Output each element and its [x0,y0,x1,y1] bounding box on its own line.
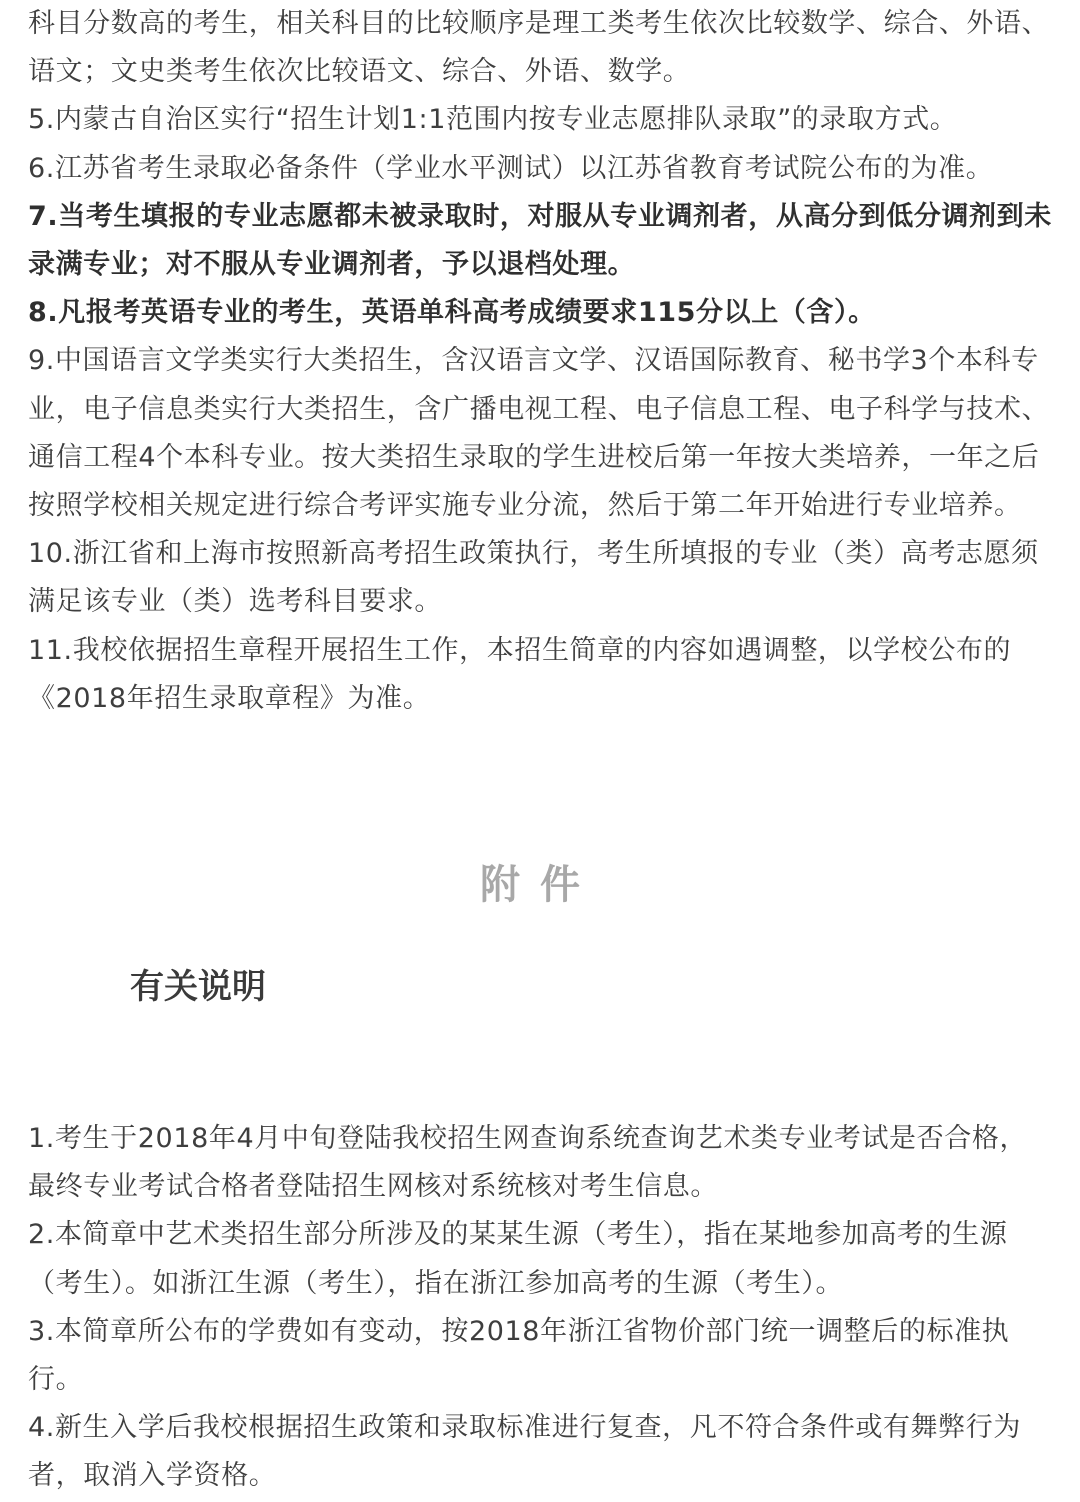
note-item-1: 1.考生于2018年4月中旬登陆我校招生网查询系统查询艺术类专业考试是否合格，最终专业考试合格者登陆招生网核对系统核对考生信息。 [28,1123,1028,1203]
admission-rules-list [28,0,1052,723]
note-item-2: 2.本简章中艺术类招生部分所涉及的某某生源（考生），指在某地参加高考的生源（考生）。如浙江生源（考生），指在浙江参加高考的生源（考生）。 [28,1219,1008,1299]
rule-item-tiebreak: 科目分数高的考生，相关科目的比较顺序是理工类考生依次比较数学、综合、外语、语文；文史类考生依次比较语文、综合、外语、数学。 [28,8,1050,88]
rule-item-7: 7.当考生填报的专业志愿都未被录取时，对服从专业调剂者，从高分到低分调剂到未录满专业；对不服从专业调剂者，予以退档处理。 [28,200,1052,281]
rule-item-11: 11.我校依据招生章程开展招生工作，本招生简章的内容如遇调整，以学校公布的《2018年招生录取章程》为准。 [28,634,1012,714]
rule-item-8: 8.凡报考英语专业的考生，英语单科高考成绩要求115分以上（含）。 [28,297,876,329]
rule-item-10: 10.浙江省和上海市按照新高考招生政策执行，考生所填报的专业（类）高考志愿须满足该专业（类）选考科目要求。 [28,538,1039,618]
rule-item-6: 6.江苏省考生录取必备条件（学业水平测试）以江苏省教育考试院公布的为准。 [28,152,994,184]
notes-list [28,1115,1052,1501]
notes-subheading: 有关说明 [130,967,266,1007]
annex-title: 附件 [480,862,600,908]
rule-item-5: 5.内蒙古自治区实行“招生计划1:1范围内按专业志愿排队录取”的录取方式。 [28,104,958,136]
note-item-4: 4.新生入学后我校根据招生政策和录取标准进行复查，凡不符合条件或有舞弊行为者，取消入学资格。 [28,1412,1021,1492]
rule-item-9: 9.中国语言文学类实行大类招生，含汉语言文学、汉语国际教育、秘书学3个本科专业，电子信息类实行大类招生，含广播电视工程、电子信息工程、电子科学与技术、通信工程4个本科专业。按大类招生录取的学生进校后第一年按大类培养，一年之后按照学校相关规定进行综合考评实施专业分流，然后于第二年开始进行专业培养。 [28,345,1050,522]
note-item-3: 3.本简章所公布的学费如有变动，按2018年浙江省物价部门统一调整后的标准执行。 [28,1315,1010,1396]
